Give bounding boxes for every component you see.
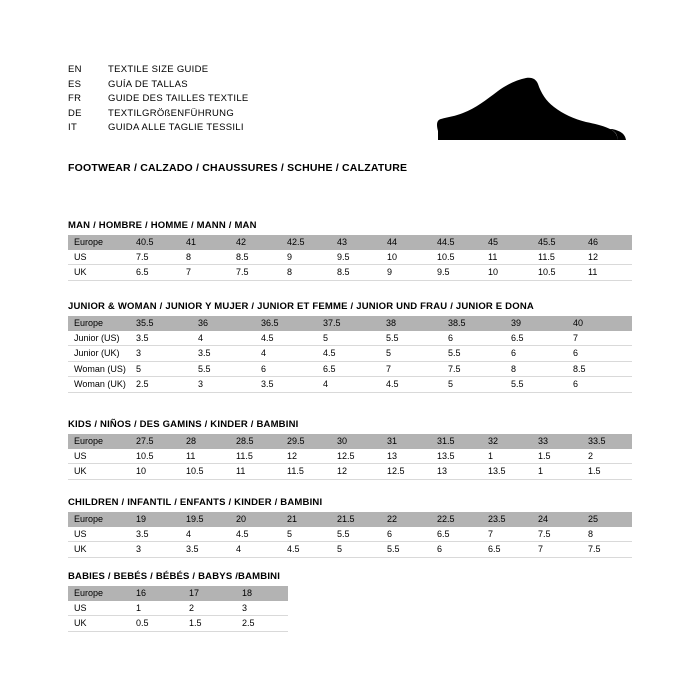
row-label: Junior (US) [68,331,130,346]
size-table-kids [68,434,632,480]
header-cell: 19 [130,512,180,527]
cell: 5 [317,331,380,346]
cell: 7.5 [130,250,180,265]
header-cell: 36 [192,316,255,331]
header-cell: 46 [582,235,632,250]
cell: 8 [505,361,567,377]
cell: 8.5 [230,250,281,265]
header-cell: 21 [281,512,331,527]
cell: 5.5 [505,377,567,393]
header-cell: 27.5 [130,434,180,449]
size-table-junior-woman [68,316,632,393]
header-cell: 20 [230,512,281,527]
cell: 5 [281,527,331,542]
cell: 11.5 [281,464,331,480]
table-row [68,601,288,616]
cell: 5 [380,346,442,362]
size-block-children [68,497,632,558]
header-cell: 44 [381,235,431,250]
size-table-man [68,235,632,281]
header-cell: 35.5 [130,316,192,331]
header-cell: 32 [482,434,532,449]
cell: 7 [532,542,582,558]
header-cell: 18 [236,586,288,601]
table-row [68,361,632,377]
table-row [68,250,632,265]
row-label: Woman (UK) [68,377,130,393]
table-row [68,527,632,542]
size-table-babies [68,586,288,632]
header-cell: 40.5 [130,235,180,250]
cell: 5.5 [442,346,505,362]
cell: 12.5 [381,464,431,480]
cell: 11.5 [532,250,582,265]
size-block-babies [68,571,632,632]
cell: 1.5 [582,464,632,480]
header-cell: 28 [180,434,230,449]
header-cell: 16 [130,586,183,601]
cell: 13.5 [431,449,482,464]
header-cell: 45 [482,235,532,250]
row-label: Junior (UK) [68,346,130,362]
language-title-list-body [68,64,249,137]
cell: 1.5 [183,616,236,632]
cell: 5 [130,361,192,377]
dress-shoe-icon [432,76,632,146]
size-table-children [68,512,632,558]
cell: 10.5 [180,464,230,480]
table-header-row [68,434,632,449]
cell: 2 [183,601,236,616]
cell: 0.5 [130,616,183,632]
cell: 10 [381,250,431,265]
row-label: US [68,601,130,616]
cell: 6 [505,346,567,362]
language-row [68,93,249,108]
header-cell: 17 [183,586,236,601]
row-label: UK [68,616,130,632]
cell: 9 [381,265,431,281]
cell: 6 [442,331,505,346]
block-title: KIDS / NIÑOS / DES GAMINS / KINDER / BAMBINI [68,419,299,430]
header-cell: 36.5 [255,316,317,331]
table-row [68,464,632,480]
table-row [68,449,632,464]
cell: 6.5 [130,265,180,281]
cell: 13.5 [482,464,532,480]
cell: 5.5 [380,331,442,346]
cell: 12.5 [331,449,381,464]
row-label: Woman (US) [68,361,130,377]
table-row [68,346,632,362]
size-block-kids [68,419,632,480]
cell: 6.5 [317,361,380,377]
header-cell: 38.5 [442,316,505,331]
language-title: GUIDA ALLE TAGLIE TESSILI [108,122,244,133]
cell: 12 [281,449,331,464]
language-title: GUÍA DE TALLAS [108,78,188,90]
table-row [68,377,632,393]
block-title: CHILDREN / INFANTIL / ENFANTS / KINDER / BAMBINI [68,497,323,508]
cell: 6.5 [431,527,482,542]
cell: 4.5 [281,542,331,558]
cell: 7.5 [230,265,281,281]
row-label: US [68,250,130,265]
header-cell: 31.5 [431,434,482,449]
cell: 3.5 [255,377,317,393]
table-row [68,616,288,632]
header-cell: 30 [331,434,381,449]
cell: 8 [281,265,331,281]
cell: 4 [192,331,255,346]
cell: 8 [582,527,632,542]
row-label: US [68,449,130,464]
language-title-list [68,64,249,137]
header-cell: Europe [68,235,130,250]
language-code: IT [68,122,78,133]
cell: 9 [281,250,331,265]
header-cell: 33.5 [582,434,632,449]
header-cell: 29.5 [281,434,331,449]
header-cell: 42 [230,235,281,250]
block-title: JUNIOR & WOMAN / JUNIOR Y MUJER / JUNIOR ET FEMME / JUNIOR UND FRAU / JUNIOR E DONA [68,301,534,312]
header-cell: 33 [532,434,582,449]
cell: 7.5 [532,527,582,542]
cell: 11 [180,449,230,464]
table-row [68,265,632,281]
cell: 10.5 [130,449,180,464]
language-code: EN [68,64,82,75]
cell: 2.5 [130,377,192,393]
cell: 1 [532,464,582,480]
cell: 10 [482,265,532,281]
cell: 13 [431,464,482,480]
cell: 13 [381,449,431,464]
table-row [68,331,632,346]
language-code: FR [68,93,82,104]
cell: 8 [180,250,230,265]
cell: 10 [130,464,180,480]
cell: 3 [130,542,180,558]
language-title: TEXTILGRÖßENFÜHRUNG [108,107,235,119]
cell: 7.5 [582,542,632,558]
cell: 7.5 [442,361,505,377]
header-cell: 43 [331,235,381,250]
cell: 7 [180,265,230,281]
language-title: TEXTILE SIZE GUIDE [108,64,209,75]
cell: 4 [230,542,281,558]
header-cell: 40 [567,316,632,331]
table-header-row [68,235,632,250]
cell: 8.5 [567,361,632,377]
cell: 6.5 [482,542,532,558]
cell: 3 [130,346,192,362]
cell: 3 [236,601,288,616]
cell: 9.5 [431,265,482,281]
cell: 2.5 [236,616,288,632]
cell: 2 [582,449,632,464]
cell: 6 [567,346,632,362]
language-row [68,122,249,137]
header-cell: 44.5 [431,235,482,250]
cell: 1 [482,449,532,464]
cell: 5.5 [192,361,255,377]
size-block-junior-woman [68,301,632,393]
cell: 7 [567,331,632,346]
header-cell: 39 [505,316,567,331]
cell: 6.5 [505,331,567,346]
cell: 4 [255,346,317,362]
cell: 12 [331,464,381,480]
row-label: UK [68,542,130,558]
cell: 6 [567,377,632,393]
language-title: GUIDE DES TAILLES TEXTILE [108,93,249,104]
cell: 3.5 [192,346,255,362]
cell: 8.5 [331,265,381,281]
header-cell: 37.5 [317,316,380,331]
table-row [68,542,632,558]
table-header-row [68,512,632,527]
cell: 3.5 [180,542,230,558]
block-title: MAN / HOMBRE / HOMME / MANN / MAN [68,220,257,231]
header-cell: 31 [381,434,431,449]
cell: 6 [431,542,482,558]
cell: 5 [331,542,381,558]
row-label: UK [68,464,130,480]
header-cell: 21.5 [331,512,381,527]
header-cell: 23.5 [482,512,532,527]
table-header-row [68,316,632,331]
cell: 5.5 [381,542,431,558]
cell: 11 [482,250,532,265]
header-cell: Europe [68,512,130,527]
cell: 10.5 [532,265,582,281]
cell: 5.5 [331,527,381,542]
cell: 11 [582,265,632,281]
cell: 4.5 [230,527,281,542]
cell: 1 [130,601,183,616]
row-label: UK [68,265,130,281]
header-cell: 42.5 [281,235,331,250]
cell: 4 [180,527,230,542]
cell: 4.5 [380,377,442,393]
header-cell: 22.5 [431,512,482,527]
row-label: US [68,527,130,542]
header-cell: 28.5 [230,434,281,449]
language-row [68,79,249,94]
language-code: ES [68,78,82,90]
cell: 9.5 [331,250,381,265]
header-cell: 22 [381,512,431,527]
header-cell: 24 [532,512,582,527]
cell: 7 [380,361,442,377]
header-cell: 25 [582,512,632,527]
block-title: BABIES / BEBÉS / BÉBÉS / BABYS /BAMBINI [68,571,281,582]
document-header [68,64,632,137]
cell: 6 [381,527,431,542]
cell: 5 [442,377,505,393]
cell: 12 [582,250,632,265]
header-cell: 41 [180,235,230,250]
cell: 3.5 [130,331,192,346]
cell: 6 [255,361,317,377]
header-cell: Europe [68,316,130,331]
language-row [68,108,249,123]
language-code: DE [68,107,82,119]
header-cell: Europe [68,434,130,449]
header-cell: 45.5 [532,235,582,250]
header-cell: Europe [68,586,130,601]
cell: 11.5 [230,449,281,464]
header-cell: 38 [380,316,442,331]
cell: 4 [317,377,380,393]
cell: 3 [192,377,255,393]
cell: 10.5 [431,250,482,265]
size-block-man [68,220,632,281]
cell: 4.5 [317,346,380,362]
footwear-section-heading: FOOTWEAR / CALZADO / CHAUSSURES / SCHUHE / CALZATURE [68,162,408,174]
language-row [68,64,249,79]
cell: 4.5 [255,331,317,346]
cell: 3.5 [130,527,180,542]
table-header-row [68,586,288,601]
cell: 1.5 [532,449,582,464]
cell: 7 [482,527,532,542]
cell: 11 [230,464,281,480]
header-cell: 19.5 [180,512,230,527]
